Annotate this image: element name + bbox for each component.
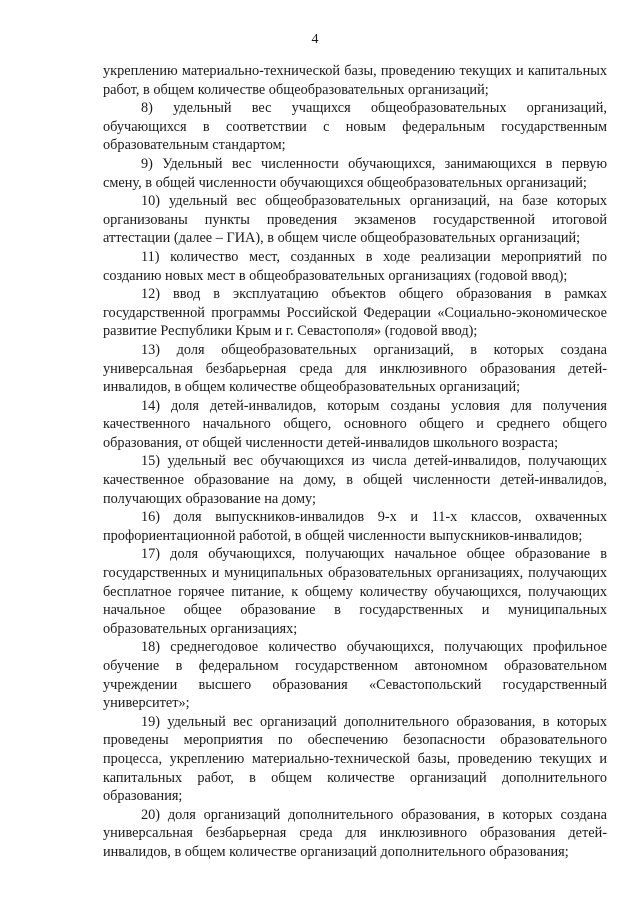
list-item: 8) удельный вес учащихся общеобразовательных организаций, обучающихся в соответствии с новым федеральным государственным образовательным стандартом;: [103, 100, 607, 154]
paragraph-continuation: укреплению материально-технической базы, проведению текущих и капитальных работ, в общем количестве общеобразовательных организаций;: [103, 63, 607, 98]
list-item: 16) доля выпускников-инвалидов 9-х и 11-х классов, охваченных профориентационной работой, в общей численности выпускников-инвалидов;: [103, 509, 607, 544]
list-item: 11) количество мест, созданных в ходе реализации мероприятий по созданию новых мест в общеобразовательных организациях (годовой ввод);: [103, 248, 607, 284]
document-body: [103, 62, 607, 862]
list-item: 17) доля обучающихся, получающих начальное общее образование в государственных и муниципальных образовательных организациях, получающих бесплатное горячее питание, к общему количеству обучающихся, получающих начальное общее образование в государственных и муниципальных образовательных организациях;: [103, 546, 607, 637]
scan-speck: [596, 471, 599, 472]
list-item: 14) доля детей-инвалидов, которым созданы условия для получения качественного начального общего, основного общего и среднего общего образования, от общей численности детей-инвалидов школьного возраста;: [103, 397, 607, 451]
list-item: 9) Удельный вес численности обучающихся, занимающихся в первую смену, в общей численности обучающихся общеобразовательных организаций;: [103, 155, 607, 191]
list-item: 12) ввод в эксплуатацию объектов общего образования в рамках государственной программы Российской Федерации «Социально-экономическое развитие Республики Крым и г. Севастополя» (годовой ввод);: [103, 286, 607, 340]
list-item: 18) среднегодовое количество обучающихся, получающих профильное обучение в федеральном государственном автономном образовательном учреждении высшего образования «Севастопольский государственный университет»;: [103, 639, 607, 712]
list-item: 10) удельный вес общеобразовательных организаций, на базе которых организованы пункты проведения экзаменов государственной итоговой аттестации (далее – ГИА), в общем числе общеобразовательных организаций;: [103, 193, 607, 247]
list-item: 19) удельный вес организаций дополнительного образования, в которых проведены мероприятия по обеспечению безопасности образовательного процесса, укреплению материально-технической базы, проведению текущих и капитальных работ, в общем количестве организаций дополнительного образования;: [103, 713, 607, 805]
list-item: 13) доля общеобразовательных организаций, в которых создана универсальная безбарьерная среда для инклюзивного образования детей-инвалидов, в общем количестве общеобразовательных организаций;: [103, 341, 607, 396]
list-item: 15) удельный вес обучающихся из числа детей-инвалидов, получающих качественное образование на дому, в общей численности детей-инвалидов, получающих образование на дому;: [103, 453, 607, 507]
page-number: 4: [311, 32, 319, 47]
list-item: 20) доля организаций дополнительного образования, в которых создана универсальная безбарьерная среда для инклюзивного образования детей-инвалидов, в общем количестве организаций дополнительного образования;: [103, 806, 607, 860]
